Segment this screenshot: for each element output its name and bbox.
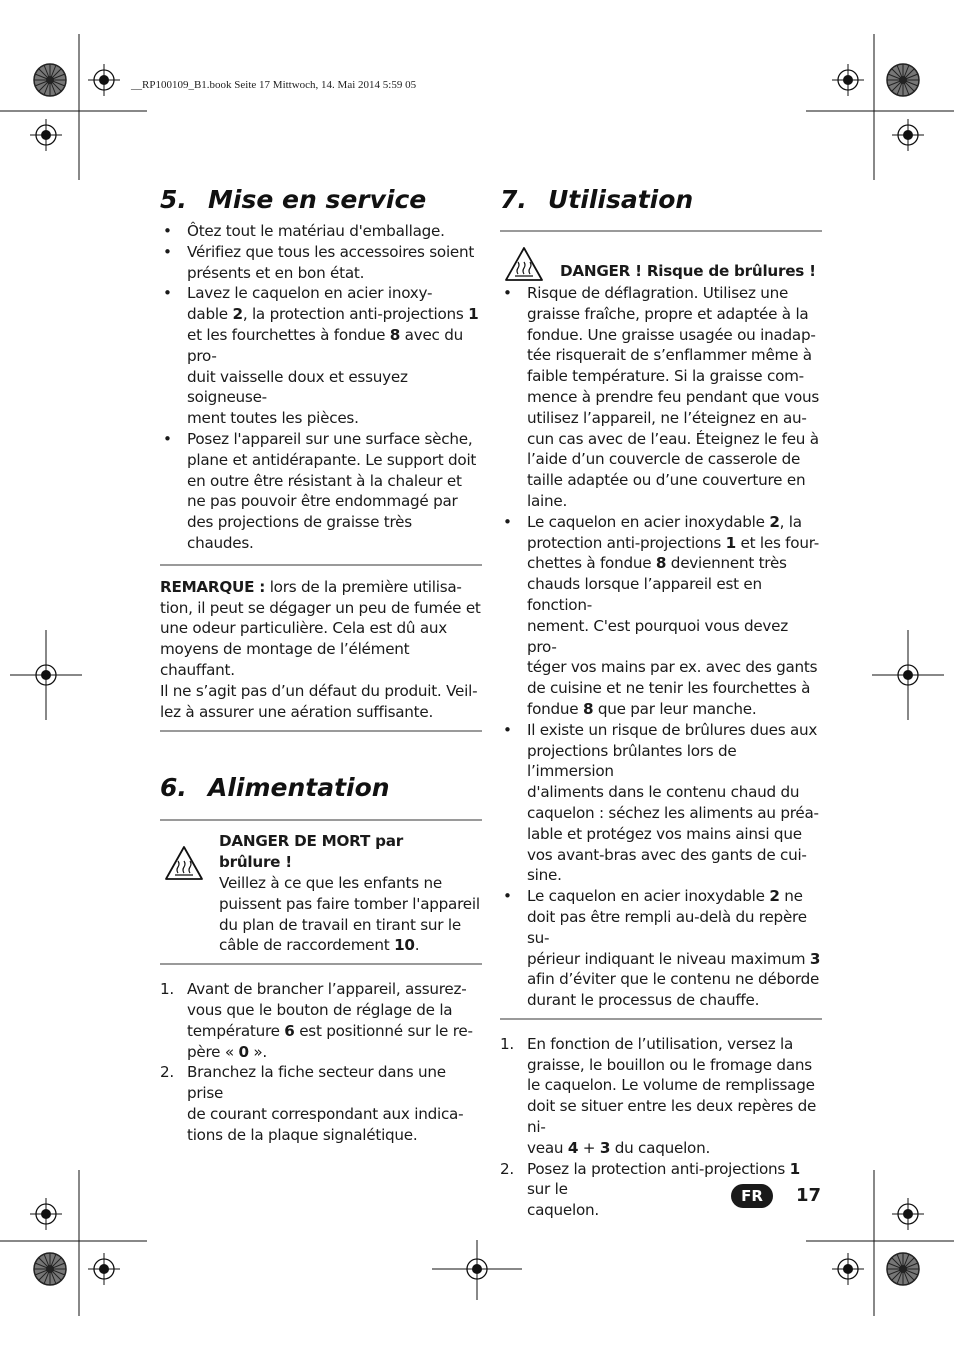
registration-mark-icon	[88, 1253, 120, 1285]
divider	[160, 963, 482, 965]
right-column	[500, 183, 822, 1221]
danger-box	[500, 246, 822, 285]
color-wheel-icon	[887, 1253, 919, 1285]
section-5-title: 5. Mise en service	[160, 185, 427, 214]
registration-mark-icon	[832, 64, 864, 96]
list-item: • Lavez le caquelon en acier inoxy- dable 2, la protection anti-projections 1 et les fourchettes à fondue 8 avec du pro- duit vaisselle doux et essuyez soigneuse- ment toutes les pièces.	[163, 284, 479, 428]
hot-surface-warning-icon	[164, 845, 204, 881]
power-steps	[160, 979, 482, 1145]
hot-surface-warning-icon	[504, 246, 544, 282]
setup-list	[160, 221, 482, 554]
color-wheel-icon	[887, 64, 919, 96]
danger-title: DANGER ! Risque de brûlures !	[560, 262, 816, 280]
left-column	[160, 183, 482, 1145]
list-item: 1. Avant de brancher l’appareil, assurez- vous que le bouton de réglage de la température 6 est positionné sur le re- père « 0 ».	[160, 980, 473, 1061]
list-item: 1. En fonction de l’utilisation, versez la graisse, le bouillon ou le fromage dans le caquelon. Le volume de remplissage doit se situer entre les deux repères de ni- veau 4 + 3 du caquelon.	[500, 1034, 817, 1157]
registration-mark-icon	[832, 1253, 864, 1285]
list-item: • Risque de déflagration. Utilisez une graisse fraîche, propre et adaptée à la fondue. Une graisse usagée ou inadap- tée risquerait de s’enflammer même à faible température. Si la graisse com- mence à prendre feu pendant que vous utilisez l’appareil, ne l’éteignez en au- cun cas avec de l’eau. Éteignez le feu à l’aide d’un couvercle de casserole de taille adaptée ou d’une couverture en laine.	[503, 284, 820, 510]
danger-text: Veillez à ce que les enfants ne puissent pas faire tomber l'appareil du plan de travail en tirant sur le câble de raccordement 10.	[219, 873, 480, 955]
list-item: • Ôtez tout le matériau d'emballage.	[163, 222, 445, 240]
color-wheel-icon	[34, 64, 66, 96]
registration-mark-icon	[892, 119, 924, 151]
section-7-title: 7. Utilisation	[500, 185, 694, 214]
registration-mark-icon	[30, 119, 62, 151]
list-item: • Posez l'appareil sur une surface sèche, plane et antidérapante. Le support doit en outre être résistant à la chaleur et ne pas pouvoir être endommagé par des projections de graisse très chaudes.	[163, 429, 477, 552]
list-item: • Il existe un risque de brûlures dues aux projections brûlantes lors de l’immersion d'aliments dans le contenu chaud du caquelon : séchez les aliments au préa- lable et protégez vos mains ainsi que vos avant-bras avec des gants de cui- sine.	[503, 720, 819, 885]
page-number: 17	[796, 1185, 822, 1206]
registration-mark-icon	[88, 64, 120, 96]
list-item: • Vérifiez que tous les accessoires soient présents et en bon état.	[163, 242, 475, 282]
print-header: __RP100109_B1.book Seite 17 Mittwoch, 14. Mai 2014 5:59 05	[131, 79, 417, 91]
divider	[160, 564, 482, 566]
list-item: 2. Posez la protection anti-projections 1 sur le caquelon.	[500, 1159, 800, 1220]
safety-list	[500, 283, 822, 1011]
section-6-title: 6. Alimentation	[160, 773, 390, 803]
list-item: 2. Branchez la fiche secteur dans une prise de courant correspondant aux indica- tions de la plaque signalétique.	[160, 1063, 464, 1144]
divider	[500, 1018, 822, 1020]
usage-steps	[500, 1034, 822, 1221]
danger-title: DANGER DE MORT par brûlure !	[219, 832, 403, 872]
language-badge: FR	[731, 1184, 773, 1208]
remark: REMARQUE : lors de la première utilisa- tion, il peut se dégager un peu de fumée et une odeur particulière. Cela est dû aux moyens de montage de l’élément chauffant. Il ne s’agit pas d’un défaut du produit. Veil- lez à assurer une aération suffisante.	[160, 577, 481, 721]
divider	[160, 819, 482, 821]
registration-mark-icon	[30, 1198, 62, 1230]
list-item: • Le caquelon en acier inoxydable 2 ne doit pas être rempli au-delà du repère su- périeur indiquant le niveau maximum 3 afin d’éviter que le contenu ne déborde durant le processus de chauffe.	[503, 887, 821, 1010]
list-item: • Le caquelon en acier inoxydable 2, la protection anti-projections 1 et les four- chettes à fondue 8 deviennent très chauds lorsque l’appareil est en fonction- nement. C'est pourquoi vous devez pro- téger vos mains par ex. avec des gants de cuisine et ne tenir les fourchettes à fondue 8 que par leur manche.	[503, 512, 819, 718]
divider	[160, 730, 482, 732]
registration-mark-icon	[892, 1198, 924, 1230]
danger-box	[160, 831, 482, 956]
color-wheel-icon	[34, 1253, 66, 1285]
divider	[500, 230, 822, 232]
